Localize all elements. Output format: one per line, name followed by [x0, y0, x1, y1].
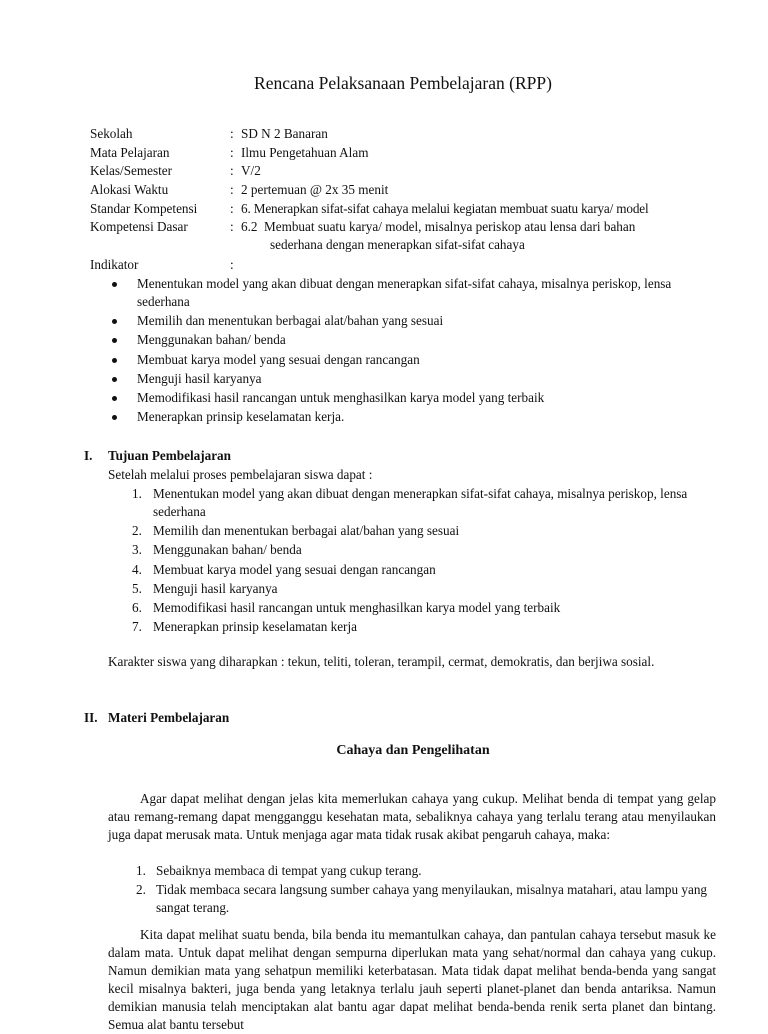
karakter-paragraph: Karakter siswa yang diharapkan : tekun, teliti, toleran, terampil, cermat, demokratis, dan berjiwa sosial.: [108, 654, 655, 669]
item-number: 1.: [136, 863, 146, 878]
list-item-text: Memodifikasi hasil rancangan untuk menghasilkan karya model yang terbaik: [153, 599, 561, 615]
list-item: [108, 881, 708, 917]
kompetensi-dasar-number: 6.2: [241, 219, 258, 235]
list-item: [109, 331, 709, 349]
list-item: [108, 541, 718, 559]
info-row-indikator: [90, 256, 649, 275]
list-item: [108, 599, 718, 617]
indikator-list: [109, 275, 709, 427]
info-colon: :: [230, 144, 234, 160]
bullet-icon: [112, 396, 117, 401]
section-number: II.: [84, 710, 98, 725]
tips-list: [108, 862, 708, 918]
info-value: SD N 2 Banaran: [241, 126, 328, 141]
tujuan-intro: Setelah melalui proses pembelajaran siswa dapat :: [108, 467, 373, 482]
item-number: 2.: [136, 882, 146, 898]
info-row-kompetensi-dasar: [90, 218, 649, 255]
list-item-text: Menguji hasil karyanya: [153, 580, 278, 596]
item-number: 2.: [132, 523, 142, 539]
identity-table: [90, 125, 649, 275]
list-item: [108, 580, 718, 598]
info-row-mata-pelajaran: [90, 144, 649, 163]
info-label: Kompetensi Dasar: [90, 219, 188, 235]
bullet-icon: [112, 358, 117, 363]
item-number: 7.: [132, 619, 142, 635]
list-item: [109, 408, 709, 426]
info-row-alokasi-waktu: [90, 181, 649, 200]
info-row-standar-kompetensi: [90, 200, 649, 219]
list-item-text: Sebaiknya membaca di tempat yang cukup terang.: [156, 863, 422, 878]
section-number: I.: [84, 448, 93, 463]
tujuan-list: [108, 485, 718, 637]
paragraph-text: Agar dapat melihat dengan jelas kita memerlukan cahaya yang cukup. Melihat benda di tempat yang gelap atau remang-remang dapat mengganggu kesehatan mata, sebaliknya cahaya yang terlalu terang atau menyilaukan juga dapat merusak mata. Untuk menjaga agar mata tidak rusak akibat pengaruh cahaya, maka:: [108, 791, 716, 842]
list-item: [109, 389, 709, 407]
kompetensi-dasar-line2: sederhana dengan menerapkan sifat-sifat cahaya: [270, 237, 525, 253]
bullet-icon: [112, 377, 117, 382]
info-row-kelas-semester: [90, 162, 649, 181]
list-item-text: Menggunakan bahan/ benda: [137, 332, 286, 348]
info-label: Alokasi Waktu: [90, 182, 169, 198]
paragraph-text: Kita dapat melihat suatu benda, bila benda itu memantulkan cahaya, dan pantulan cahaya tersebut masuk ke dalam mata. Untuk dapat melihat dengan sempurna diperlukan mata yang sehat/normal dan cahaya yang cukup. Namun demikian mata yang sehatpun memiliki keterbatasan. Mata tidak dapat melihat benda-benda yang sangat kecil misalnya bakteri, juga benda yang letaknya terlalu jauh seperti planet-planet dan benda antariksa. Namun demikian manusia telah menciptakan alat bantu agar dapat melihat benda-benda renik serta planet dan bintang. Semua alat bantu tersebut: [108, 927, 716, 1032]
list-item-text: Memilih dan menentukan berbagai alat/bahan yang sesuai: [137, 313, 444, 329]
section-title: Tujuan Pembelajaran: [108, 448, 231, 463]
bullet-icon: [112, 415, 117, 420]
info-value: 6. Menerapkan sifat-sifat cahaya melalui kegiatan membuat suatu karya/ model: [241, 200, 649, 216]
bullet-icon: [112, 338, 117, 343]
section-heading-materi: [84, 709, 229, 727]
kompetensi-dasar-line1: Membuat suatu karya/ model, misalnya periskop atau lensa dari bahan: [264, 219, 636, 235]
list-item-text: Tidak membaca secara langsung sumber cahaya yang menyilaukan, misalnya matahari, atau lampu yang sangat terang.: [156, 882, 708, 916]
item-number: 5.: [132, 580, 142, 596]
list-item: [108, 862, 708, 880]
list-item-text: Memilih dan menentukan berbagai alat/bahan yang sesuai: [153, 523, 460, 539]
item-number: 4.: [132, 561, 142, 577]
info-value: 2 pertemuan @ 2x 35 menit: [241, 182, 389, 198]
info-colon: :: [230, 182, 234, 198]
list-item-text: Menggunakan bahan/ benda: [153, 542, 302, 558]
list-item-text: Menguji hasil karyanya: [137, 370, 262, 386]
list-item-text: Menerapkan prinsip keselamatan kerja.: [137, 409, 345, 425]
list-item-text: Menentukan model yang akan dibuat dengan menerapkan sifat-sifat cahaya, misalnya periskop, lensa sederhana: [137, 276, 672, 309]
info-label: Standar Kompetensi: [90, 200, 198, 216]
section-heading-tujuan: [84, 447, 231, 465]
info-colon: :: [230, 200, 234, 216]
list-item: [109, 312, 709, 330]
info-colon: :: [230, 163, 234, 179]
material-paragraph-1: [108, 790, 716, 844]
material-subtitle: Cahaya dan Pengelihatan: [336, 743, 490, 758]
list-item-text: Menentukan model yang akan dibuat dengan menerapkan sifat-sifat cahaya, misalnya periskop, lensa sederhana: [153, 486, 688, 519]
list-item: [108, 522, 718, 540]
list-item-text: Membuat karya model yang sesuai dengan rancangan: [137, 351, 420, 367]
info-colon: :: [230, 256, 234, 272]
info-label: Sekolah: [90, 126, 133, 141]
list-item: [108, 485, 718, 521]
item-number: 1.: [132, 486, 142, 501]
list-item-text: Membuat karya model yang sesuai dengan rancangan: [153, 561, 436, 577]
list-item: [109, 275, 709, 311]
bullet-icon: [112, 319, 117, 324]
list-item: [109, 351, 709, 369]
info-label: Indikator: [90, 256, 139, 272]
bullet-icon: [112, 282, 117, 287]
info-label: Mata Pelajaran: [90, 144, 170, 160]
list-item: [109, 370, 709, 388]
info-row-sekolah: [90, 125, 649, 144]
info-value: Ilmu Pengetahuan Alam: [241, 144, 369, 160]
list-item-text: Menerapkan prinsip keselamatan kerja: [153, 619, 357, 635]
material-paragraph-2: [108, 926, 716, 1034]
info-value: V/2: [241, 163, 261, 179]
list-item: [108, 618, 718, 636]
list-item: [108, 561, 718, 579]
info-colon: :: [230, 126, 234, 141]
section-title: Materi Pembelajaran: [108, 710, 230, 725]
document-title: Rencana Pelaksanaan Pembelajaran (RPP): [254, 73, 552, 93]
list-item-text: Memodifikasi hasil rancangan untuk menghasilkan karya model yang terbaik: [137, 389, 545, 405]
info-colon: :: [230, 219, 234, 235]
info-label: Kelas/Semester: [90, 163, 173, 179]
item-number: 3.: [132, 542, 142, 558]
item-number: 6.: [132, 599, 142, 615]
kompetensi-dasar-value: [241, 218, 635, 255]
